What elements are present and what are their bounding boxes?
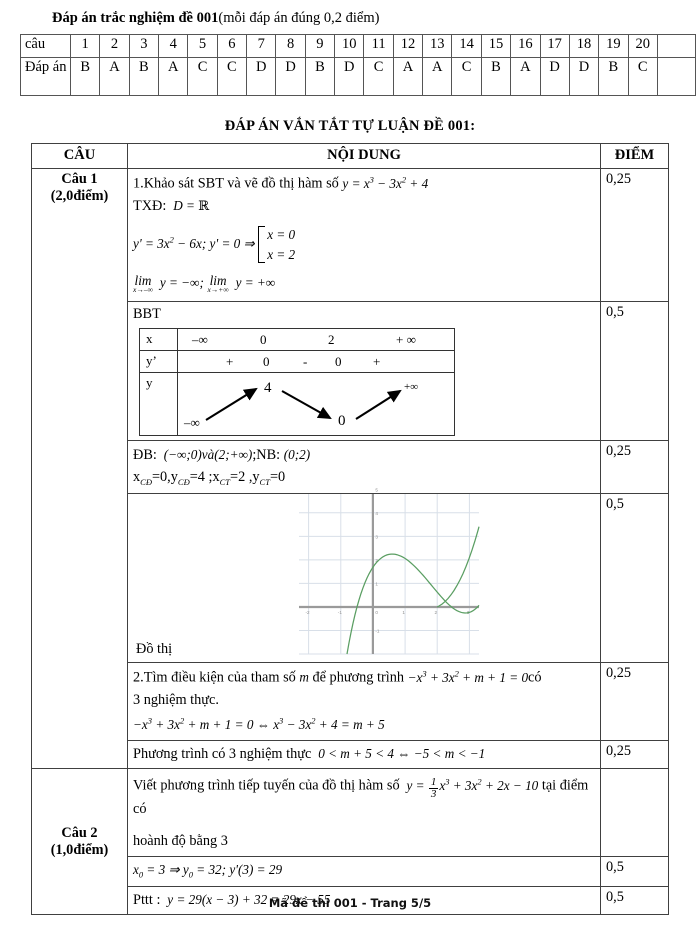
mcq-answer-cell: A (511, 58, 540, 96)
bbt-header-yprime: y’ (140, 350, 178, 372)
svg-text:3: 3 (375, 534, 378, 540)
nb-label: ;NB: (252, 446, 281, 463)
q2-line-3 (133, 715, 595, 735)
fraction-denominator: 3 (430, 787, 437, 800)
diem-row-4: 0,5 (601, 494, 669, 663)
essay-answer-table (31, 143, 669, 915)
bbt-yp-val: 0 (263, 353, 270, 369)
svg-text:2: 2 (375, 558, 378, 564)
roots-cases (258, 225, 295, 263)
mcq-answer-cell: D (569, 58, 598, 96)
svg-text:4: 4 (375, 511, 378, 517)
page-footer: Mã đề thi 001 - Trang 5/5 (268, 896, 432, 910)
q2-equation-1: $-x^3 + 3x^2 + m + 1 = 0$ (407, 668, 529, 685)
essay-row-6 (32, 740, 669, 768)
pttt-label: Pttt : (133, 891, 161, 908)
c2-line-2: hoành độ bằng 3 (133, 833, 228, 850)
c2-text-1b: tại điểm có (133, 777, 589, 817)
essay-header-diem: ĐIỂM (601, 144, 669, 169)
q2-conclusion-math: 0 < m + 5 < 4 ⇔ −5 < m < −1 (314, 745, 486, 761)
essay-content-2 (128, 302, 601, 440)
essay-header-row (32, 144, 669, 169)
mcq-answer-cell: B (71, 58, 100, 96)
mcq-answer-cell: D (247, 58, 276, 96)
dothi-label: Đồ thị (136, 641, 173, 658)
mcq-question-cell: 1 (71, 35, 100, 58)
diem-row-1: 0,25 (601, 169, 669, 302)
essay-title: ĐÁP ÁN VẮN TẮT TỰ LUẬN ĐỀ 001: (224, 118, 476, 135)
limit-1: lim x→–∞ (133, 272, 153, 294)
survey-text-1: 1.Khảo sát SBT và vẽ đồ thị hàm số (133, 175, 339, 192)
mcq-question-cell: 8 (276, 35, 305, 58)
essay-row-7 (32, 769, 669, 857)
essay-content-8 (128, 857, 601, 886)
graph-gridlines (299, 494, 479, 654)
diem-row-6: 0,25 (601, 740, 669, 768)
q2-equation-2: $-x^3 + 3x^2 + m + 1 = 0$ ⇔ $x^3 - 3x^2 + 4 = m + 5$ (133, 715, 385, 732)
essay-content-5 (128, 663, 601, 741)
mcq-row-label-answer: Đáp án (21, 58, 71, 96)
cubic-curve-tail (437, 527, 479, 607)
bbt-label: BBT (133, 306, 161, 323)
mcq-heading-bold: Đáp án trắc nghiệm đề 001 (52, 10, 219, 26)
root-case-1: x = 0 (267, 227, 296, 243)
bbt-header-x: x (140, 328, 178, 350)
domain-math: D = ℝ (169, 198, 210, 215)
diem-row-2: 0,5 (601, 302, 669, 440)
bbt-yp-val: 0 (335, 353, 342, 369)
cau2-cell (32, 769, 128, 915)
bbt-row-x (140, 328, 455, 350)
db-math: (−∞;0)và(2;+∞) (160, 446, 253, 462)
limit-2-sub: x→+∞ (207, 284, 229, 294)
cau2-label: Câu 2 (61, 824, 98, 841)
mcq-question-cell: 12 (393, 35, 422, 58)
essay-row-4 (32, 494, 669, 663)
bbt-y-values (178, 373, 454, 435)
mcq-answer-cell: C (188, 58, 217, 96)
cau1-label: Câu 1 (61, 171, 98, 188)
db-label: ĐB: (133, 446, 157, 463)
derivative-line (133, 225, 595, 263)
c2-x0-math: $x_0 = 3$ ⇒ $y_0 = 32$; y'(3) = 29 (133, 862, 283, 881)
mcq-question-cell: 9 (305, 35, 334, 58)
mcq-answer-cell: C (217, 58, 246, 96)
mcq-row-label-question: câu (21, 35, 71, 58)
q2-conclusion-text: Phương trình có 3 nghiệm thực (133, 745, 312, 762)
diem-row-9: 0,5 (601, 886, 669, 914)
mcq-answer-spare-cell (658, 58, 696, 96)
essay-row-3 (32, 440, 669, 494)
bbt-y-val: 4 (264, 379, 272, 396)
mcq-question-cell: 3 (129, 35, 158, 58)
bbt-x-values (178, 329, 454, 350)
mcq-answer-cell: C (452, 58, 481, 96)
essay-content-4 (128, 487, 601, 663)
mcq-answer-cell: A (100, 58, 129, 96)
limit-2-value: y = +∞ (232, 274, 276, 290)
svg-text:2: 2 (434, 610, 438, 616)
bbt-y-val: –∞ (184, 414, 200, 430)
essay-row-5 (32, 663, 669, 741)
bbt-header-y: y (140, 372, 178, 435)
mcq-answer-table (20, 34, 696, 96)
extrema-line (133, 468, 595, 488)
limit-1-sub: x→–∞ (133, 284, 153, 294)
svg-text:-1: -1 (375, 628, 380, 634)
svg-text:5: 5 (375, 487, 378, 493)
mcq-answer-cell: A (423, 58, 452, 96)
essay-content-3 (128, 440, 601, 494)
limit-2: lim x→+∞ (207, 272, 229, 294)
diem-row-5: 0,25 (601, 663, 669, 741)
mcq-question-cell: 10 (335, 35, 364, 58)
bbt-cells-x (178, 328, 455, 350)
bbt-wrapper (139, 328, 595, 436)
mcq-question-cell: 11 (364, 35, 393, 58)
svg-text:1: 1 (375, 581, 378, 587)
essay-header-noidung: NỘI DUNG (128, 144, 601, 169)
bbt-x-val: 0 (260, 331, 267, 347)
cau1-points: (2,0điểm) (50, 188, 109, 205)
derivative-math: $y' = 3x^2 - 6x$; y' = 0 ⇒ (133, 234, 255, 251)
mcq-answer-cell: B (481, 58, 510, 96)
q2-text-1c: có (528, 669, 542, 686)
bbt-row-yprime (140, 350, 455, 372)
essay-row-8 (32, 857, 669, 886)
mcq-answer-cell: D (540, 58, 569, 96)
mcq-question-cell: 20 (628, 35, 657, 58)
svg-text:3: 3 (466, 610, 470, 616)
bbt-yp-val: - (303, 353, 308, 369)
bbt-yprime-values (178, 351, 454, 372)
mcq-answer-cell: B (129, 58, 158, 96)
variation-table (139, 328, 455, 436)
bbt-x-val: 2 (328, 331, 335, 347)
domain-line (133, 197, 595, 216)
limit-1-value: y = −∞; (156, 274, 204, 290)
fraction-one-third (429, 777, 439, 800)
mcq-answer-cell: B (599, 58, 628, 96)
diem-row-8: 0,5 (601, 857, 669, 886)
c2-line-1 (133, 776, 595, 819)
q2-param: m (299, 669, 309, 685)
mcq-answer-cell: A (393, 58, 422, 96)
mcq-answer-cell: B (305, 58, 334, 96)
bbt-yp-val: + (226, 353, 234, 369)
mcq-question-cell: 5 (188, 35, 217, 58)
bbt-cells-y (178, 372, 455, 435)
c2-x0-line (133, 861, 595, 881)
mcq-answer-cell: A (159, 58, 188, 96)
survey-function: $y = x^3 - 3x^2 + 4$ (342, 174, 429, 191)
root-case-2: x = 2 (267, 246, 296, 262)
mcq-question-spare-cell (658, 35, 696, 58)
mcq-answer-cell: C (364, 58, 393, 96)
mcq-question-cell: 4 (159, 35, 188, 58)
mcq-heading-rest: (mỗi đáp án đúng 0,2 điểm) (218, 10, 380, 26)
svg-text:-2: -2 (305, 610, 310, 616)
c2-text-1: Viết phương trình tiếp tuyến của đồ thị hàm số (133, 777, 400, 794)
domain-label: TXĐ: (133, 198, 167, 215)
cau1-cell (32, 169, 128, 769)
bbt-row-y (140, 372, 455, 435)
q2-line-2: 3 nghiệm thực. (133, 691, 219, 708)
bbt-x-val: –∞ (192, 331, 208, 347)
c2-function: y = $\frac{1}{3}$ $x^3 + 3x^2 + 2x - 10$ (403, 775, 539, 800)
mcq-question-cell: 18 (569, 35, 598, 58)
bbt-x-val: + ∞ (396, 331, 416, 347)
mcq-question-cell: 14 (452, 35, 481, 58)
mcq-question-cell: 13 (423, 35, 452, 58)
mcq-question-cell: 16 (511, 35, 540, 58)
essay-row-1 (32, 169, 669, 302)
graph-tick-labels (306, 488, 470, 634)
mcq-question-cell: 15 (481, 35, 510, 58)
mcq-question-cell: 6 (217, 35, 246, 58)
diem-row-3: 0,25 (601, 440, 669, 494)
mcq-question-row (21, 35, 696, 58)
q2-line-1 (133, 668, 595, 688)
mcq-answer-row (21, 58, 696, 96)
essay-content-1 (128, 169, 601, 302)
cau2-points: (1,0điểm) (50, 841, 109, 858)
diem-row-7 (601, 769, 669, 857)
mcq-question-cell: 2 (100, 35, 129, 58)
cubic-graph (299, 487, 479, 654)
mcq-question-cell: 7 (247, 35, 276, 58)
bbt-y-val: 0 (338, 412, 346, 429)
svg-text:0: 0 (375, 610, 378, 616)
pttt-math: y = 29(x − 3) + 32 = 29x − 55 (164, 891, 331, 907)
essay-content-6 (128, 740, 601, 768)
nb-math: (0;2) (283, 446, 311, 462)
graph-container (133, 487, 595, 660)
essay-row-2 (32, 302, 669, 440)
svg-text:-1: -1 (337, 610, 342, 616)
cubic-graph-svg (299, 487, 479, 654)
mcq-question-cell: 19 (599, 35, 628, 58)
monotonic-line (133, 446, 595, 465)
mcq-question-cell: 17 (540, 35, 569, 58)
survey-line-1 (133, 174, 595, 194)
essay-header-cau: CÂU (32, 144, 128, 169)
mcq-answer-cell: C (628, 58, 657, 96)
mcq-answer-cell: D (276, 58, 305, 96)
bbt-yp-val: + (373, 353, 381, 369)
q2-text-1: 2.Tìm điều kiện của tham số (133, 669, 296, 686)
essay-content-7 (128, 769, 601, 857)
mcq-heading (52, 10, 688, 27)
q2-conclusion-line (133, 745, 595, 764)
fraction-numerator: 1 (430, 775, 437, 788)
limits-line (133, 274, 595, 294)
cubic-curve (347, 554, 479, 654)
bbt-cells-yprime (178, 350, 455, 372)
extrema-math: $x_{CĐ}=0,y_{CĐ}=4$ $;x_{CT}=2$ $,y_{CT}=0$ (133, 468, 286, 487)
mcq-answer-cell: D (335, 58, 364, 96)
svg-text:1: 1 (402, 610, 405, 616)
q2-text-1b: để phương trình (312, 669, 405, 686)
bbt-y-val: +∞ (404, 380, 419, 393)
